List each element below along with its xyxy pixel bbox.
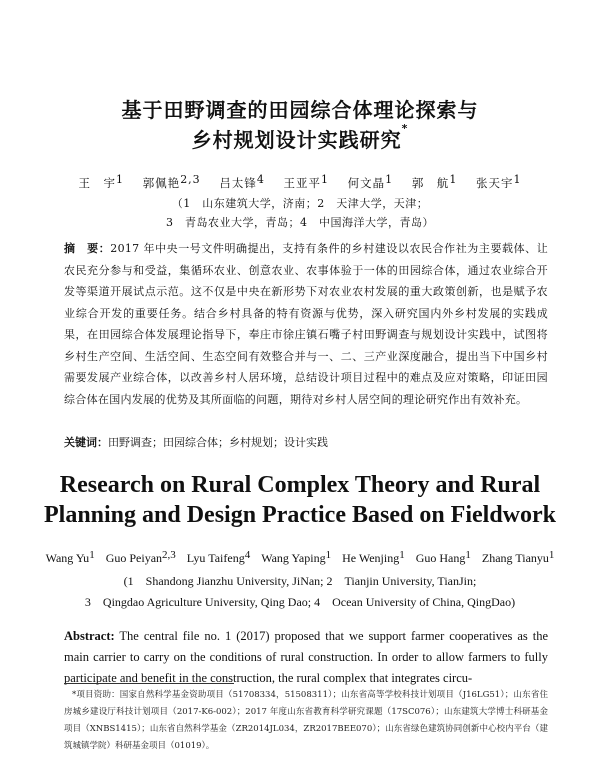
author-en-name: Wang Yaping [261,551,326,565]
chinese-keywords-label: 关键词： [64,436,108,449]
author-cn [411,173,458,190]
funding-footnote [64,687,548,755]
chinese-keywords [64,434,548,450]
author-cn [78,173,125,190]
chinese-abstract [64,238,548,410]
author-en-name: Lyu Taifeng [186,551,245,565]
author-cn-name: 张天宇 [475,176,514,190]
author-en [106,551,176,565]
chinese-affiliation-line-2: 3 青岛农业大学，青岛；4 中国海洋大学，青岛） [166,216,434,229]
author-en-name: Zhang Tianyu [481,551,549,565]
author-en-sup: 4 [244,549,251,561]
author-en [187,551,250,565]
chinese-abstract-label: 摘 要： [64,242,111,255]
author-cn-sup: 1 [116,173,125,186]
footnote-text: 项目资助：国家自然科学基金资助项目（51708334，51508311）；山东省高等学校科技计划项目（J16LG51）；山东省住房城乡建设厅科技计划项目（2017-K6-002）；2017 年度山东省教育科学研究课题（17SC076）；山东建筑大学博士科研基金项目（XNBS1415）；山东省自然科学基金（ZR2014JL034，ZR2017BEE070）；山东省绿色建筑协同创新中心校内平台（建筑城镇学院）科研基金项目（01019）。 [64,690,548,751]
author-cn [475,173,522,190]
author-en [46,551,95,565]
author-en [261,551,331,565]
chinese-title-line-2 [0,124,600,153]
author-cn-sup: 2,3 [180,173,201,186]
author-cn-name: 王 宇 [78,176,117,190]
chinese-title-line-2-text: 乡村规划设计实践研究 [191,128,402,152]
english-abstract-label: Abstract: [64,629,115,643]
author-en-name: Guo Peiyan [105,551,163,565]
author-cn [219,173,265,190]
author-en-sup: 1 [548,549,555,561]
author-cn-name: 王亚平 [283,176,321,190]
author-cn [347,173,394,190]
english-title-line-2: Planning and Design Practice Based on Fieldwork [43,502,557,528]
english-affiliation-line-2: 3 Qingdao Agriculture University, Qing Dao; 4 Ocean University of China, QingDao) [84,595,516,609]
author-en-sup: 2,3 [162,549,176,561]
footnote-divider [64,683,234,684]
author-en [342,551,405,565]
author-cn-sup: 1 [385,173,394,186]
title-footnote-mark: * [401,122,409,135]
chinese-title-line-1: 基于田野调查的田园综合体理论探索与 [121,98,479,122]
author-en-sup: 1 [89,549,95,561]
author-en [482,551,555,565]
chinese-abstract-text: 2017 年中央一号文件明确提出，支持有条件的乡村建设以农民合作社为主要载体、让农民充分参与和受益，集循环农业、创意农业、农事体验于一体的田园综合体，通过农业综合开发等渠道开展试点示范。这不仅是中央在新形势下对农业农村发展的重大政策创新，也是赋予农业综合开发的重要任务。结合乡村具备的特有资源与优势，深入研究国内外乡村发展的实践成果，在田园综合体发展理论指导下，奉庄市徐庄镇石嘴子村田野调查与规划设计实践中，试图将乡村生产空间、生活空间、生态空间有效整合并与一、二、三产业深度融合，提出当下中国乡村需要发展产业综合体，以改善乡村人居环境，总结设计项目过程中的难点及应对策略，印证田园综合体在国内发展的优势及其所面临的问题，期待对乡村人居空间的理论研究作出有效补充。 [64,242,548,406]
author-en-sup: 1 [465,549,471,561]
author-cn-name: 何文晶 [347,176,386,190]
english-title-line-1: Research on Rural Complex Theory and Rural [59,472,541,498]
author-cn-name: 郭佩艳 [142,176,181,190]
author-cn [283,173,330,190]
author-cn-name: 吕太锋 [219,176,257,190]
chinese-affiliation-line-1: （1 山东建筑大学，济南；2 天津大学，天津； [171,197,429,210]
author-cn-sup: 1 [513,173,522,186]
author-en [416,551,471,565]
author-cn [142,173,201,190]
english-affiliation-line-1: (1 Shandong Jianzhu University, JiNan; 2 Tianjin University, TianJin; [123,574,477,588]
author-cn-sup: 4 [256,173,265,186]
english-author-list [0,551,600,566]
english-abstract-text: The central file no. 1 (2017) proposed that we support farmer cooperatives as the main carrier to carry on the conditions of rural construction. In order to allow farmers to fully participate and benefit in the construction, the rural complex that integrates circu- [64,629,548,685]
author-en-sup: 1 [325,549,332,561]
author-cn-sup: 1 [449,173,458,186]
author-en-name: Guo Hang [415,551,466,565]
author-en-sup: 1 [399,549,405,561]
author-en-name: Wang Yu [45,551,90,565]
author-cn-sup: 1 [321,173,329,186]
author-en-name: He Wenjing [342,551,400,565]
footnote-mark: * [72,690,77,700]
chinese-keywords-text: 田野调查；田园综合体；乡村规划；设计实践 [108,436,328,449]
english-abstract [64,626,548,689]
author-cn-name: 郭 航 [411,176,450,190]
chinese-author-list [0,175,600,191]
